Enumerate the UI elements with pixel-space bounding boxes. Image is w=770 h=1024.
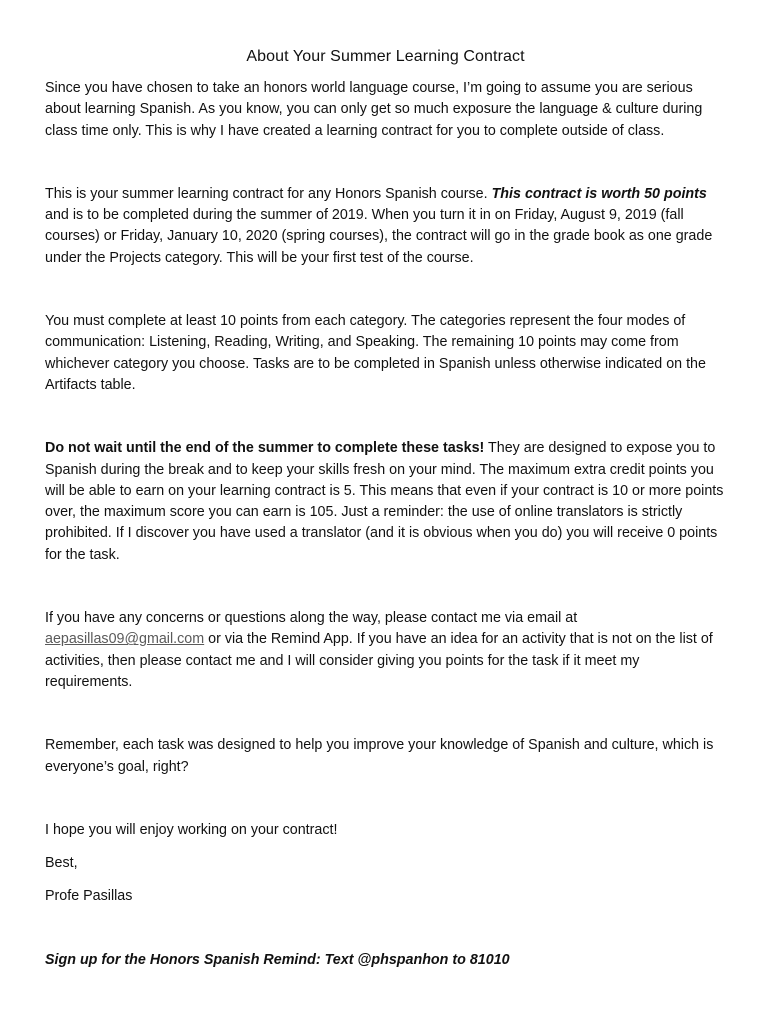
signature: Profe Pasillas — [45, 888, 133, 905]
closing-salutation: Best, — [45, 855, 78, 872]
remind-signup-line: Sign up for the Honors Spanish Remind: Text @phspanhon to 81010 — [45, 951, 510, 968]
spacer — [45, 142, 726, 184]
contact-paragraph — [45, 608, 726, 693]
reminder-paragraph — [45, 438, 726, 566]
contact-text-end: or via the Remind App. If you have an idea for an activity that is not on the list of activities, then please contact me and I will consider giving you points for the task if it meet my requirements. — [45, 631, 713, 690]
closing-line: I hope you will enjoy working on your contract! — [45, 821, 338, 838]
reminder-text: They are designed to expose you to Spanish during the break and to keep your skills fresh on your mind. The maximum extra credit points you will be able to earn on your learning contract is 5. This means that even if your contract is 10 or more points over, the maximum score you can earn is 105. Just a reminder: the use of online translators is strictly prohibited. If I discover you have used a translator (and it is obvious when you do) you will receive 0 points for the task. — [45, 440, 724, 563]
spacer — [45, 841, 726, 853]
contract-paragraph — [45, 184, 726, 269]
spacer — [45, 269, 726, 311]
warning-bold: Do not wait until the end of the summer to complete these tasks! — [45, 440, 485, 457]
points-emphasis: This contract is worth 50 points — [491, 185, 707, 202]
spacer — [45, 566, 726, 608]
contact-text-start: If you have any concerns or questions along the way, please contact me via email at — [45, 610, 578, 627]
spacer — [45, 693, 726, 735]
contract-text-start: This is your summer learning contract for any Honors Spanish course. — [45, 185, 492, 202]
email-link[interactable]: aepasillas09@gmail.com — [45, 631, 205, 648]
document-title: About Your Summer Learning Contract — [246, 48, 525, 65]
spacer — [45, 778, 726, 820]
intro-paragraph: Since you have chosen to take an honors world language course, I’m going to assume you are serious about learning Spanish. As you know, you can only get so much exposure the language & culture during class time only. This is why I have created a learning contract for you to complete outside of class. — [45, 80, 703, 139]
spacer — [45, 908, 726, 950]
contract-text-end: and is to be completed during the summer of 2019. When you turn it in on Friday, August 9, 2019 (fall courses) or Friday, January 10, 2020 (spring courses), the contract will go in the grade book as one grade under the Projects category. This will be your first test of the course. — [45, 207, 713, 266]
spacer — [45, 396, 726, 438]
categories-paragraph: You must complete at least 10 points from each category. The categories represent the four modes of communication: Listening, Reading, Writing, and Speaking. The remaining 10 points may come from whichever category you choose. Tasks are to be completed in Spanish unless otherwise indicated on the Artifacts table. — [45, 313, 706, 393]
spacer — [45, 874, 726, 886]
goal-paragraph: Remember, each task was designed to help you improve your knowledge of Spanish and culture, which is everyone’s goal, right? — [45, 737, 714, 775]
